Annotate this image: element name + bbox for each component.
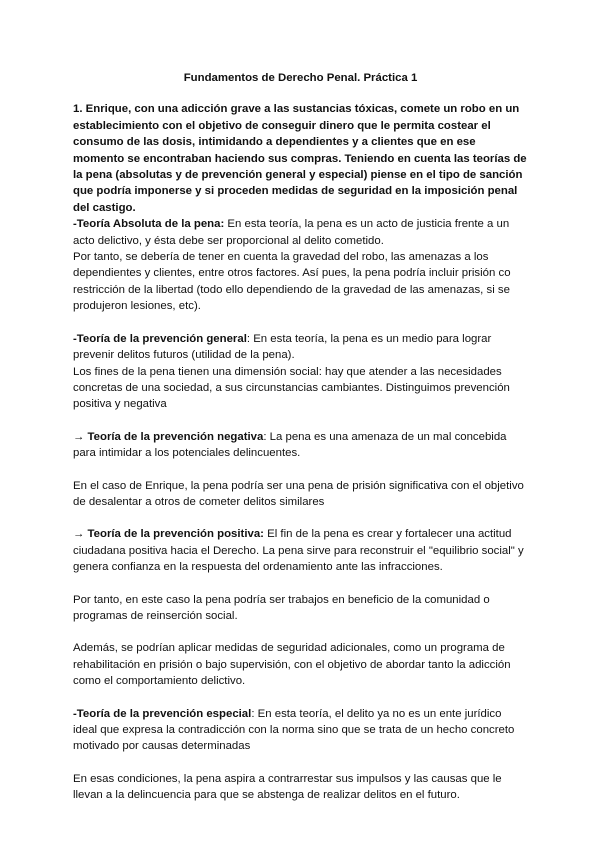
negative-prevention-heading: → Teoría de la prevención negativa	[73, 430, 264, 443]
document-title: Fundamentos de Derecho Penal. Práctica 1	[183, 72, 418, 84]
special-prevention-paragraph	[73, 706, 528, 755]
general-prevention-text: : En esta teoría, la pena es un medio para lograr prevenir delitos futuros (utilidad de la pena).	[73, 332, 492, 362]
special-prevention-text: : En esta teoría, el delito ya no es un ente jurídico ideal que expresa la contradicción con la norma sino que se trata de un hecho concreto motivado por causas determinadas	[73, 707, 515, 753]
absolute-theory-text: En esta teoría, la pena es un acto de justicia frente a un acto delictivo, y ésta debe ser proporcional al delito cometido.	[73, 218, 510, 247]
positive-prevention-text: El fin de la pena es crear y fortalecer una actitud ciudadana positiva hacia el Derecho. La pena sirve para reconstruir el "equilibrio social" y genera confianza en la respuesta del ordenamiento ante las infracciones.	[73, 528, 524, 574]
special-prevention-application: En esas condiciones, la pena aspira a contrarrestar sus impulsos y las causas que le llevan a la delincuencia para que se abstenga de realizar delitos en el futuro.	[73, 772, 502, 802]
general-prevention-social: Los fines de la pena tienen una dimensión social: hay que atender a las necesidades concretas de una sociedad, a sus circunstancias cambiantes. Distinguimos prevención positiva y negativa	[73, 365, 510, 411]
document-page	[73, 70, 528, 804]
absolute-theory-heading: -Teoría Absoluta de la pena:	[73, 218, 225, 231]
positive-prevention-paragraph	[73, 526, 528, 575]
positive-prevention-heading: → Teoría de la prevención positiva:	[73, 528, 264, 541]
absolute-theory-paragraph	[73, 216, 528, 249]
general-prevention-paragraph	[73, 331, 528, 364]
security-measures-paragraph: Además, se podrían aplicar medidas de seguridad adicionales, como un programa de rehabilitación en prisión o bajo supervisión, con el objetivo de abordar tanto la adicción como el comportamiento delictivo.	[73, 642, 511, 688]
question-text: 1. Enrique, con una adicción grave a las sustancias tóxicas, comete un robo en un establecimiento con el objetivo de conseguir dinero que le permita costear el consumo de las dosis, intimidando a dependientes y a clientes que en ese momento se encontraban haciendo sus compras. Teniendo en cuenta las teorías de la pena (absolutas y de prevención general y especial) piense en el tipo de sanción que podría imponerse y si proceden medidas de seguridad en la imposición penal del castigo.	[73, 103, 527, 214]
absolute-theory-application: Por tanto, se debería de tener en cuenta la gravedad del robo, las amenazas a los dependientes y clientes, entre otros factores. Así pues, la pena podría incluir prisión co restricción de la libertad (todo ello dependiendo de la gravedad de las amenazas, si se produjeron lesiones, etc).	[73, 251, 511, 313]
negative-prevention-paragraph	[73, 429, 528, 462]
positive-prevention-application: Por tanto, en este caso la pena podría ser trabajos en beneficio de la comunidad o programas de reinserción social.	[73, 593, 490, 622]
negative-prevention-text: : La pena es una amenaza de un mal concebida para intimidar a los potenciales delincuentes.	[73, 430, 507, 460]
general-prevention-heading: -Teoría de la prevención general	[73, 332, 247, 345]
negative-prevention-application: En el caso de Enrique, la pena podría ser una pena de prisión significativa con el objetivo de desalentar a otros de cometer delitos similares	[73, 479, 524, 508]
special-prevention-heading: -Teoría de la prevención especial	[73, 707, 252, 720]
